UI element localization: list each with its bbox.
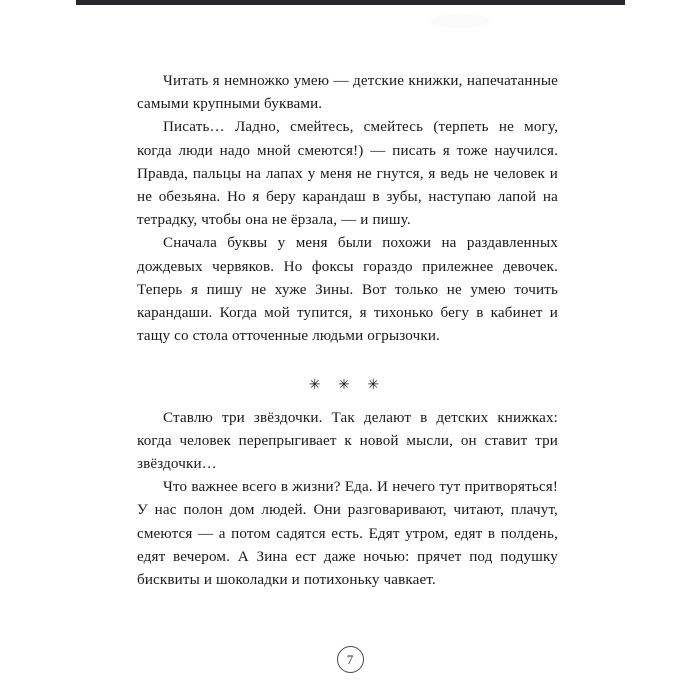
paragraph: Читать я немножко умею — детские книжки, напечатанные самыми крупными буквами. [137,73,558,113]
text-column [137,70,558,592]
section-separator: ✳ ✳ ✳ [308,378,387,394]
paragraph: Писать… Ладно, смейтесь, смейтесь (терпеть не могу, когда люди надо мной смеются!) — писать я тоже научился. Правда, пальцы на лапах у меня не гнутся, я ведь не человек и не обезьяна. Но я беру карандаш в зубы, наступаю лапой на тетрадку, чтобы она не ёрзала, — и пишу. [137,119,558,229]
page-number-container [0,646,700,673]
page-number-badge: 7 [337,646,364,673]
paragraph: Что важнее всего в жизни? Еда. И нечего тут притворяться! У нас полон дом людей. Они разговаривают, читают, плачут, смеются — а потом садятся есть. Едят утром, едят в полдень, едят вечером. А Зина ест даже ночью: прячет под подушку бисквиты и шоколадки и потихоньку чавкает. [137,479,558,589]
paragraph: Ставлю три звёздочки. Так делают в детских книжках: когда человек перепрыгивает к новой мысли, он ставит три звёздочки… [137,409,558,473]
paragraph: Сначала буквы у меня были похожи на раздавленных дождевых червяков. Но фоксы гораздо прилежнее девочек. Теперь я пишу не хуже Зины. Вот только не умею точить карандаши. Когда мой тупится, я тихонько бегу в кабинет и тащу со стола отточенные людьми огрызочки. [137,235,558,345]
scan-artifact [430,14,490,28]
page-top-edge-bar [76,0,625,5]
